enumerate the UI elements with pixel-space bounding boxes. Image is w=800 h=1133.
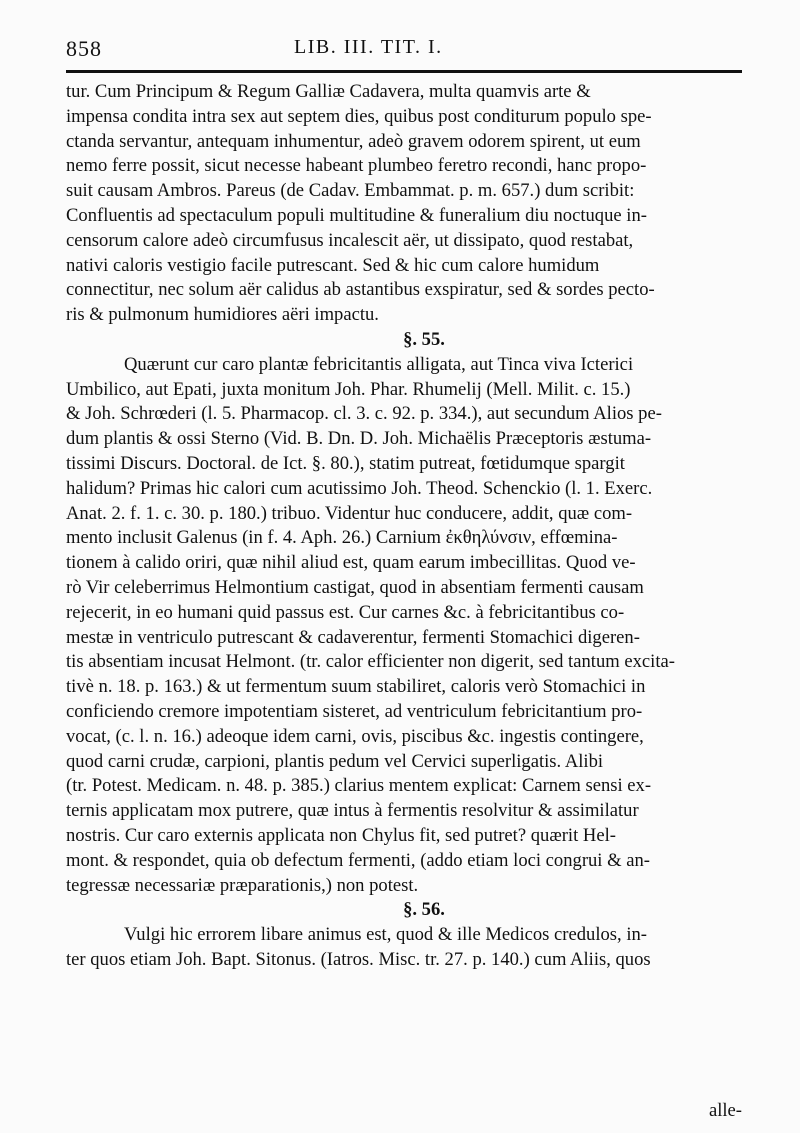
text-line: Anat. 2. f. 1. c. 30. p. 180.) tribuo. Videntur huc conducere, addit, quæ com- (66, 502, 633, 524)
text-line: ris & pulmonum humidiores aëri impactu. (66, 304, 379, 326)
text-line: ternis applicatam mox putrere, quæ intus à fermentis resolvitur & assimilatur (66, 800, 639, 822)
body-text (66, 80, 742, 973)
running-head: LIB. III. TIT. I. (294, 36, 443, 58)
section-heading: §. 55. (403, 328, 445, 350)
text-line: dum plantis & ossi Sterno (Vid. B. Dn. D. Joh. Michaëlis Præceptoris æstuma- (66, 428, 652, 450)
text-line: mont. & respondet, quia ob defectum fermenti, (addo etiam loci congrui & an- (66, 849, 650, 871)
text-line: nativi caloris vestigio facile putrescant. Sed & hic cum calore humidum (66, 254, 600, 276)
text-line: Confluentis ad spectaculum populi multitudine & funeralium diu noctuque in- (66, 204, 647, 226)
text-line: tur. Cum Principum & Regum Galliæ Cadavera, multa quamvis arte & (66, 81, 591, 102)
catchword: alle- (708, 1100, 742, 1121)
text-line: tis absentiam incusat Helmont. (tr. calor efficienter non digerit, sed tantum excita- (66, 651, 675, 673)
text-line: mestæ in ventriculo putrescant & cadaverentur, fermenti Stomachici digeren- (66, 626, 640, 648)
text-line: vocat, (c. l. n. 16.) adeoque idem carni, ovis, piscibus &c. ingestis contingere, (66, 725, 644, 747)
text-line: Quærunt cur caro plantæ febricitantis alligata, aut Tinca viva Icterici (124, 353, 634, 375)
text-line: quod carni crudæ, carpioni, plantis pedum vel Cervici superligatis. Alibi (66, 750, 604, 772)
page-header (66, 30, 742, 66)
text-line: nemo ferre possit, sicut necesse habeant plumbeo feretro recondi, hanc propo- (66, 155, 647, 177)
text-line: ter quos etiam Joh. Bapt. Sitonus. (Iatros. Misc. tr. 27. p. 140.) cum Aliis, quos (66, 948, 651, 970)
text-line: Vulgi hic errorem libare animus est, quod & ille Medicos credulos, in- (124, 924, 647, 946)
text-line: suit causam Ambros. Pareus (de Cadav. Embammat. p. m. 657.) dum scribit: (66, 180, 635, 202)
text-line: tegressæ necessariæ præparationis,) non potest. (66, 874, 419, 896)
text-line: censorum calore adeò circumfusus incalescit aër, ut dissipato, quod restabat, (66, 229, 634, 251)
text-line: tivè n. 18. p. 163.) & ut fermentum suum stabiliret, caloris verò Stomachici in (66, 676, 646, 698)
text-line: tionem à calido oriri, quæ nihil aliud est, quam earum imbecillitas. Quod ve- (66, 552, 636, 574)
text-line: mento inclusit Galenus (in f. 4. Aph. 26.) Carnium ἐκθηλύνσιν, effœmina- (66, 527, 618, 549)
text-line: (tr. Potest. Medicam. n. 48. p. 385.) clarius mentem explicat: Carnem sensi ex- (66, 775, 652, 797)
text-line: rò Vir celeberrimus Helmontium castigat, quod in absentiam fermenti causam (66, 576, 644, 598)
text-line: rejecerit, in eo humani quid passus est. Cur carnes &c. à febricitantibus co- (66, 601, 625, 623)
text-line: connectitur, nec solum aër calidus ab astantibus exspiratur, sed & sordes pecto- (66, 279, 655, 301)
section-heading: §. 56. (403, 899, 445, 921)
header-rule (66, 70, 742, 73)
text-line: tissimi Discurs. Doctoral. de Ict. §. 80.), statim putreat, fœtidumque spargit (66, 452, 625, 474)
text-line: & Joh. Schrœderi (l. 5. Pharmacop. cl. 3. c. 92. p. 334.), aut secundum Alios pe- (66, 403, 662, 425)
text-line: Umbilico, aut Epati, juxta monitum Joh. Phar. Rhumelij (Mell. Milit. c. 15.) (66, 378, 631, 400)
text-line: conficiendo cremore impotentiam sisteret, ad ventriculum febricitantium pro- (66, 700, 643, 722)
text-line: halidum? Primas hic calori cum acutissimo Joh. Theod. Schenckio (l. 1. Exerc. (66, 477, 653, 499)
text-line: impensa condita intra sex aut septem dies, quibus post conditurum populo spe- (66, 105, 652, 127)
page-number: 858 (66, 36, 102, 61)
text-line: ctanda servantur, antequam inhumentur, adeò gravem odorem spirent, ut eum (66, 130, 641, 152)
text-line: nostris. Cur caro externis applicata non Chylus fit, sed putret? quærit Hel- (66, 824, 616, 846)
